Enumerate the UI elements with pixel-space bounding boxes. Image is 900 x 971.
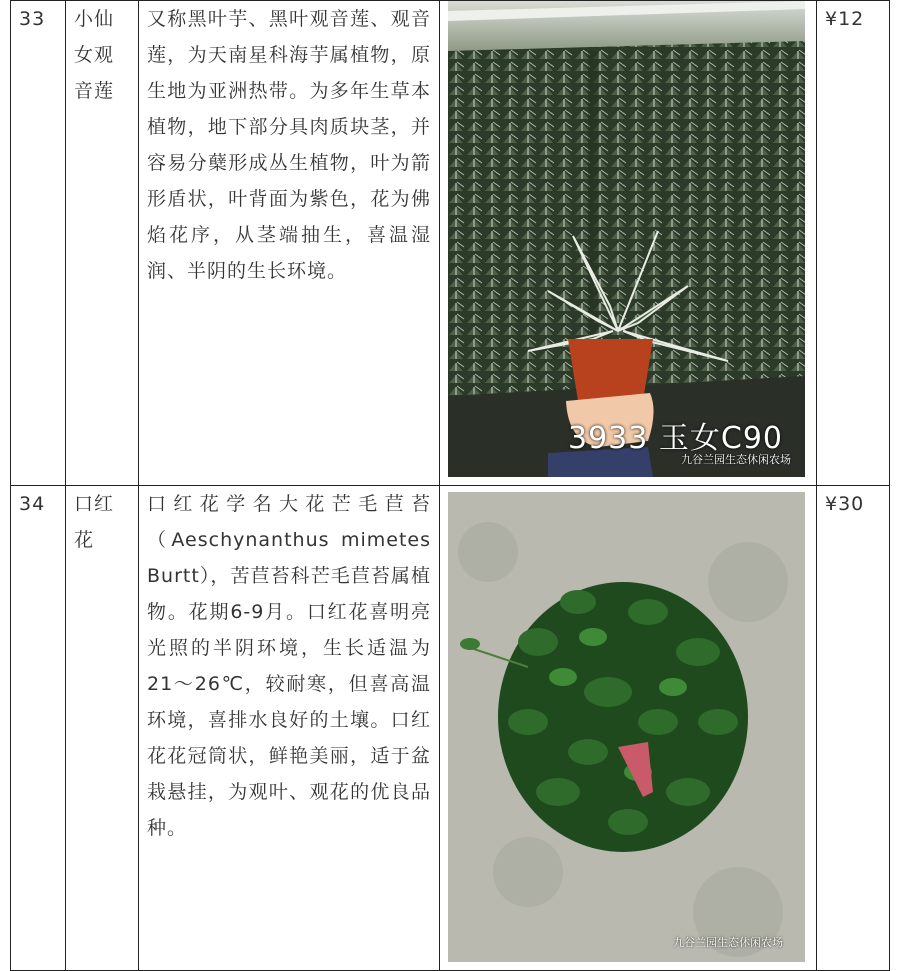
plant-name: 小仙女观音莲 xyxy=(66,1,139,486)
lipstick-plant-illustration xyxy=(448,492,805,962)
table-row xyxy=(11,486,890,971)
greenhouse-alocasia-photo xyxy=(448,1,805,477)
alocasia-illustration xyxy=(448,1,805,477)
row-number: 34 xyxy=(11,486,66,971)
price: ¥12 xyxy=(817,1,890,486)
plant-photo-cell xyxy=(440,486,817,971)
price: ¥30 xyxy=(817,486,890,971)
table-row xyxy=(11,1,890,486)
photo-watermark: 九谷兰园生态休闲农场 xyxy=(681,453,791,466)
lipstick-plant-photo xyxy=(448,492,805,962)
photo-overlay-text: 3933 玉女C90 xyxy=(568,421,784,456)
row-number: 33 xyxy=(11,1,66,486)
plant-photo-cell xyxy=(440,1,817,486)
plant-description: 又称黑叶芋、黑叶观音莲、观音莲，为天南星科海芋属植物，原生地为亚洲热带。为多年生草本植物，地下部分具肉质块茎，并容易分蘖形成丛生植物，叶为箭形盾状，叶背面为紫色，花为佛焰花序，从茎端抽生，喜温湿润、半阴的生长环境。 xyxy=(139,1,440,486)
photo-watermark: 九谷兰园生态休闲农场 xyxy=(673,936,783,949)
plant-table xyxy=(10,0,890,971)
plant-description: 口红花学名大花芒毛苣苔（Aeschynanthus mimetes Burtt），苦苣苔科芒毛苣苔属植物。花期6-9月。口红花喜明亮光照的半阴环境，生长适温为21～26℃，较耐寒，但喜高温环境，喜排水良好的土壤。口红花花冠筒状，鲜艳美丽，适于盆栽悬挂，为观叶、观花的优良品种。 xyxy=(139,486,440,971)
plant-name: 口红花 xyxy=(66,486,139,971)
